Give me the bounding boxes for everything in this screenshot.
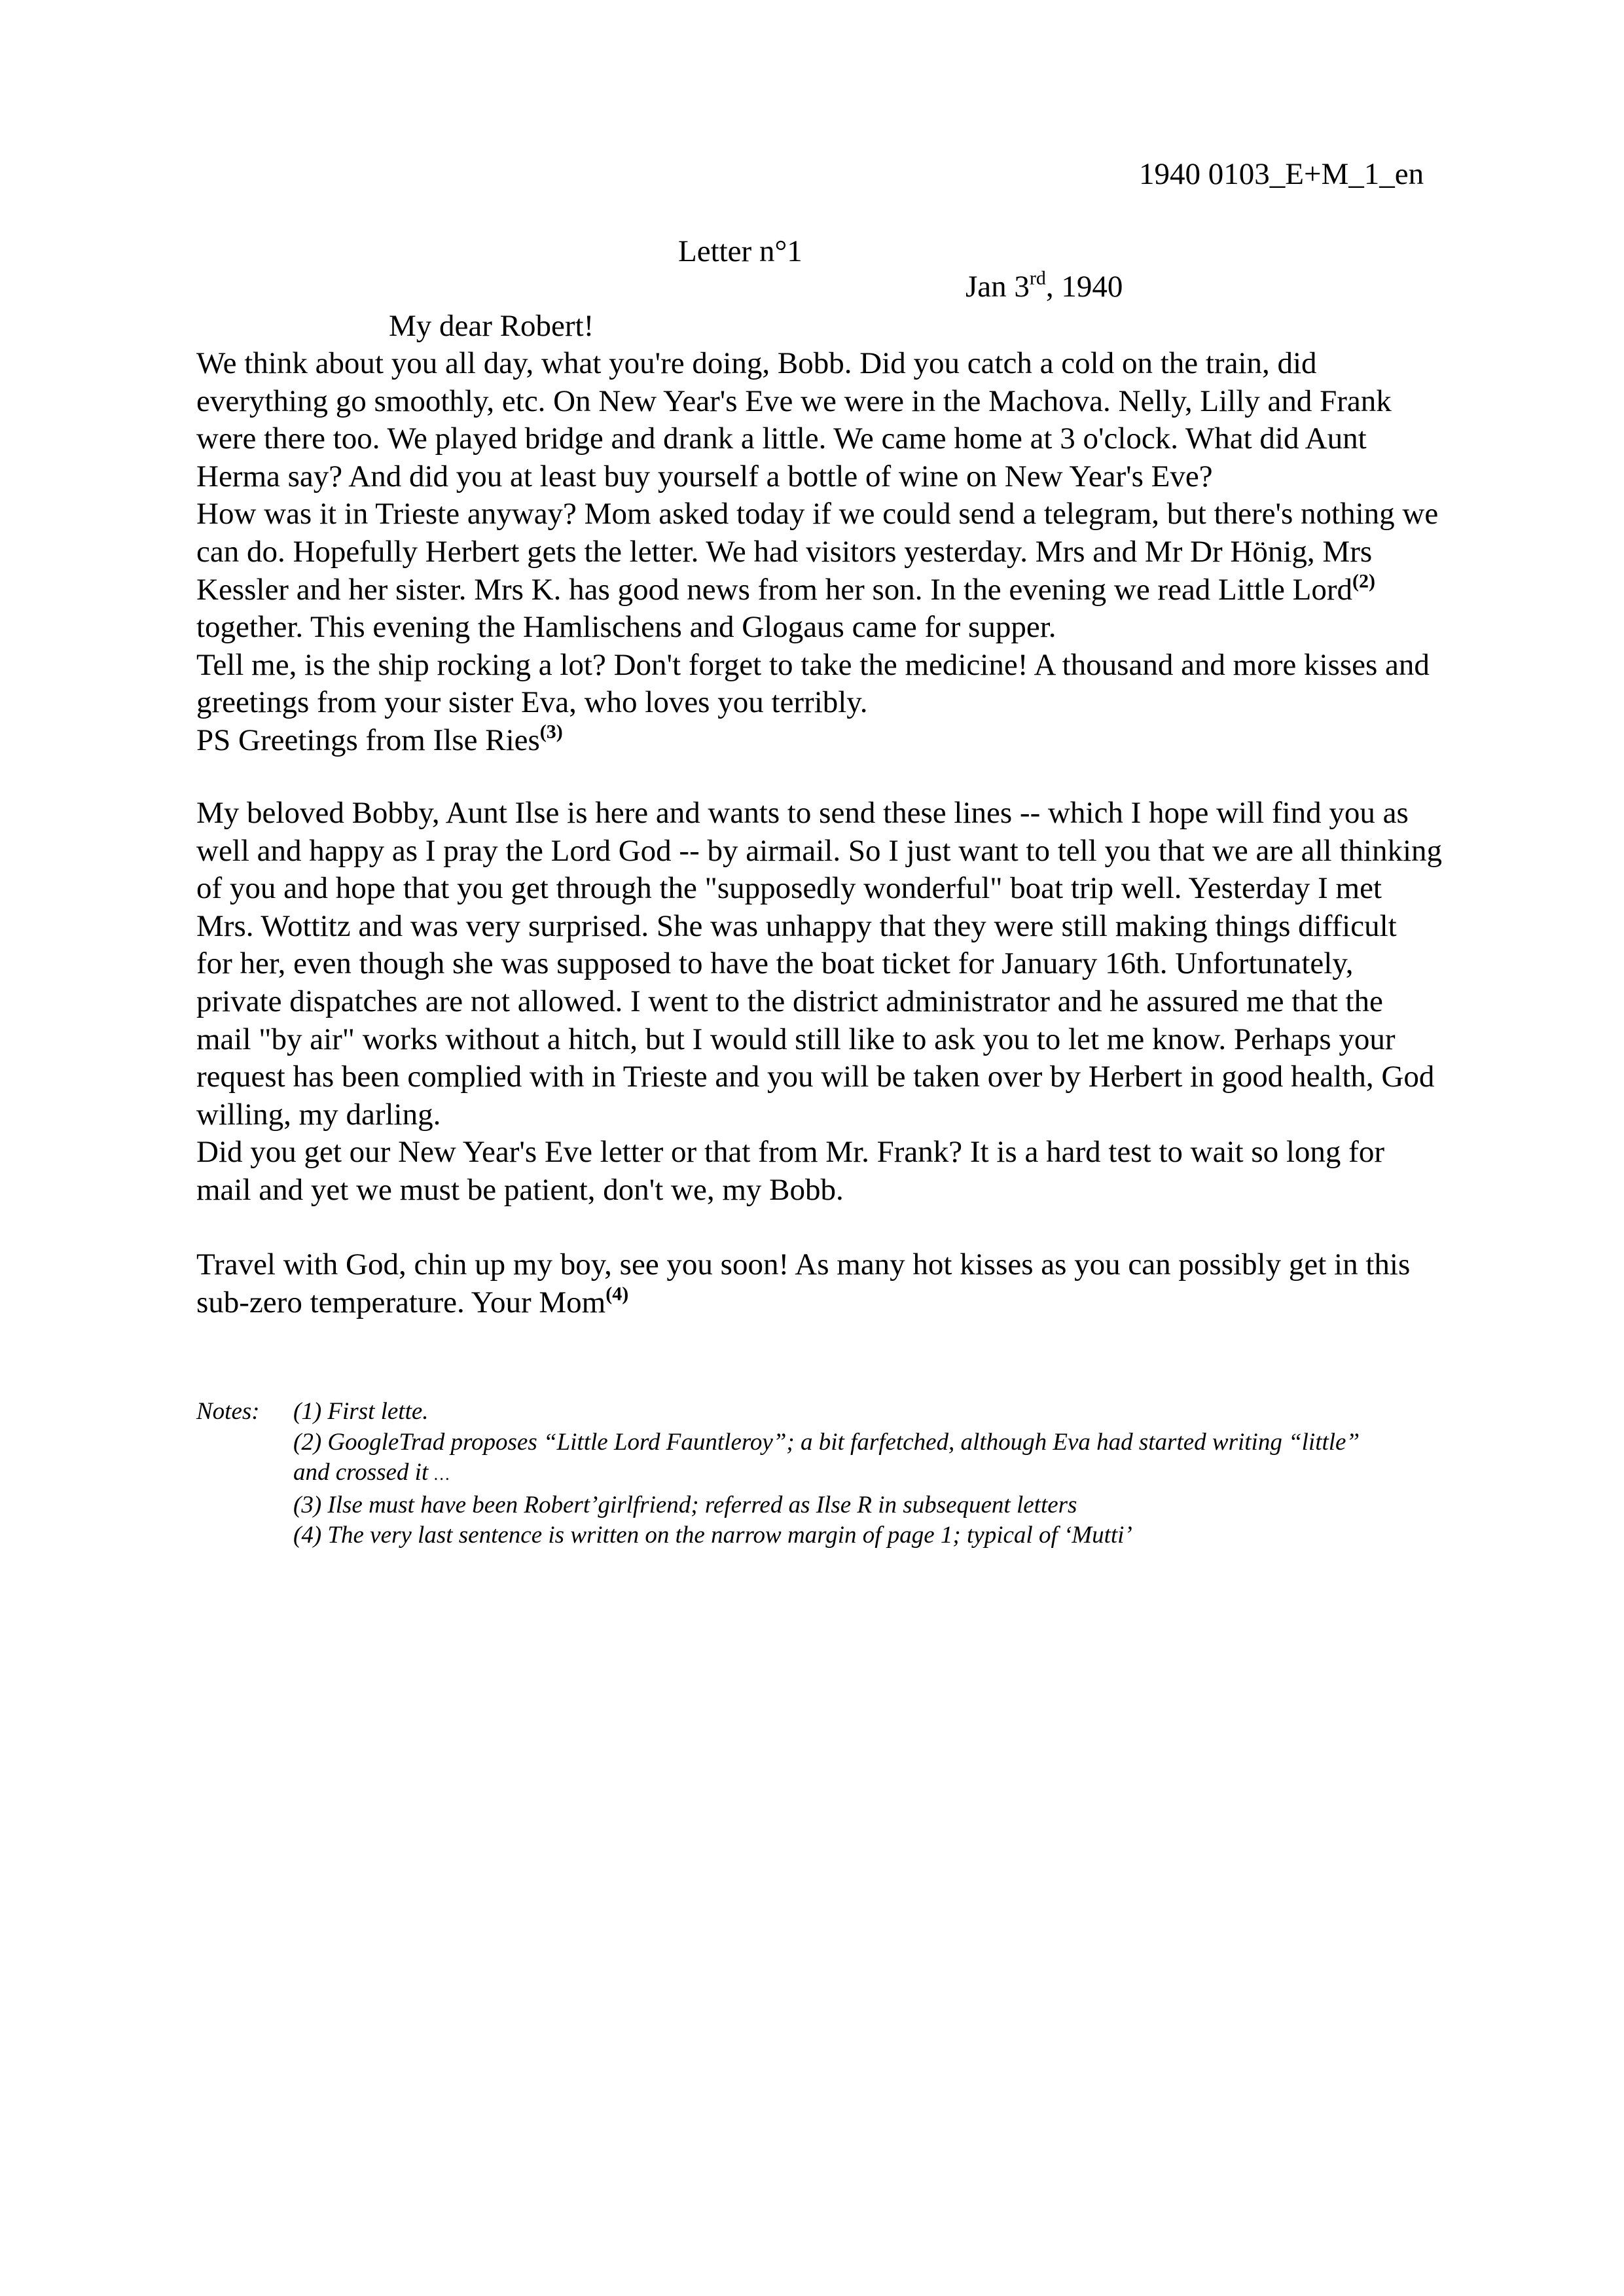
closing-paragraph xyxy=(196,1246,1558,1321)
note-item-continuation xyxy=(293,1458,1570,1490)
text-line: We think about you all day, what you're doing, Bobb. Did you catch a cold on the train, did xyxy=(196,346,1317,380)
note-item: (2) GoogleTrad proposes “Little Lord Fauntleroy”; a bit farfetched, although Eva had started writing “little” xyxy=(293,1428,1360,1456)
text-line: well and happy as I pray the Lord God -- by airmail. So I just want to tell you that we are all thinking xyxy=(196,833,1443,868)
text-line: of you and hope that you get through the "supposedly wonderful" boat trip well. Yesterday I met xyxy=(196,871,1382,906)
letter-title: Letter n°1 xyxy=(678,234,803,268)
text-line xyxy=(196,571,1558,609)
text-line: willing, my darling. xyxy=(196,1097,441,1132)
text-line: How was it in Trieste anyway? Mom asked today if we could send a telegram, but there's nothing we xyxy=(196,497,1439,531)
notes-label: Notes: xyxy=(196,1398,260,1425)
signature-line xyxy=(196,1284,1558,1322)
text-line: together. This evening the Hamlischens and Glogaus came for supper. xyxy=(196,610,1056,645)
text-line: mail "by air" works without a hitch, but I would still like to ask you to let me know. Perhaps your xyxy=(196,1022,1396,1056)
date-prefix: Jan 3 xyxy=(965,270,1030,304)
postscript-text: PS Greetings from Ilse Ries xyxy=(196,723,540,757)
notes-list xyxy=(293,1397,1570,1551)
date-suffix: , 1940 xyxy=(1045,270,1123,304)
text-line: everything go smoothly, etc. On New Year's Eve we were in the Machova. Nelly, Lilly and Frank xyxy=(196,384,1392,418)
text-line: My beloved Bobby, Aunt Ilse is here and wants to send these lines -- which I hope will find you as xyxy=(196,796,1409,830)
note-item: (4) The very last sentence is written on the narrow margin of page 1; typical of ‘Mutti’ xyxy=(293,1522,1132,1549)
postscript xyxy=(196,722,1558,760)
note-item: (1) First lette. xyxy=(293,1398,429,1425)
footnote-marker-4: (4) xyxy=(605,1283,629,1304)
date-ordinal: rd xyxy=(1029,267,1046,289)
footnote-marker-3: (3) xyxy=(539,721,563,743)
text-line: for her, even though she was supposed to have the boat ticket for January 16th. Unfortunately, xyxy=(196,946,1354,981)
note-text: and crossed it xyxy=(293,1459,429,1486)
ellipsis: … xyxy=(434,1465,450,1484)
text-line: greetings from your sister Eva, who loves you terribly. xyxy=(196,685,868,720)
salutation: My dear Robert! xyxy=(389,309,594,343)
mom-letter-paragraph xyxy=(196,795,1558,1210)
text-line: mail and yet we must be patient, don't we, my Bobb. xyxy=(196,1172,844,1207)
text-line: Did you get our New Year's Eve letter or that from Mr. Frank? It is a hard test to wait so long for xyxy=(196,1135,1384,1170)
letter-date xyxy=(965,267,1123,306)
text-line: can do. Hopefully Herbert gets the letter. We had visitors yesterday. Mrs and Mr Dr Hönig, Mrs xyxy=(196,534,1373,569)
eva-letter-paragraph xyxy=(196,345,1558,760)
text-line: were there too. We played bridge and drank a little. We came home at 3 o'clock. What did Aunt xyxy=(196,422,1367,456)
text-line: private dispatches are not allowed. I went to the district administrator and he assured me that the xyxy=(196,984,1383,1018)
note-item: (3) Ilse must have been Robert’girlfriend; referred as Ilse R in subsequent letters xyxy=(293,1491,1077,1518)
document-reference: 1940 0103_E+M_1_en xyxy=(1139,157,1424,191)
text-line: Travel with God, chin up my boy, see you soon! As many hot kisses as you can possibly get in this xyxy=(196,1247,1411,1282)
text-line: Tell me, is the ship rocking a lot? Don't forget to take the medicine! A thousand and more kisses and xyxy=(196,647,1430,682)
text-line: Herma say? And did you at least buy yourself a bottle of wine on New Year's Eve? xyxy=(196,459,1213,493)
text-line: request has been complied with in Trieste and you will be taken over by Herbert in good health, God xyxy=(196,1060,1435,1094)
text-line-content: Kessler and her sister. Mrs K. has good news from her son. In the evening we read Little Lord xyxy=(196,572,1352,607)
signature-text: sub-zero temperature. Your Mom xyxy=(196,1285,606,1319)
footnote-marker-2: (2) xyxy=(1352,569,1375,592)
text-line: Mrs. Wottitz and was very surprised. She was unhappy that they were still making things difficult xyxy=(196,908,1397,943)
